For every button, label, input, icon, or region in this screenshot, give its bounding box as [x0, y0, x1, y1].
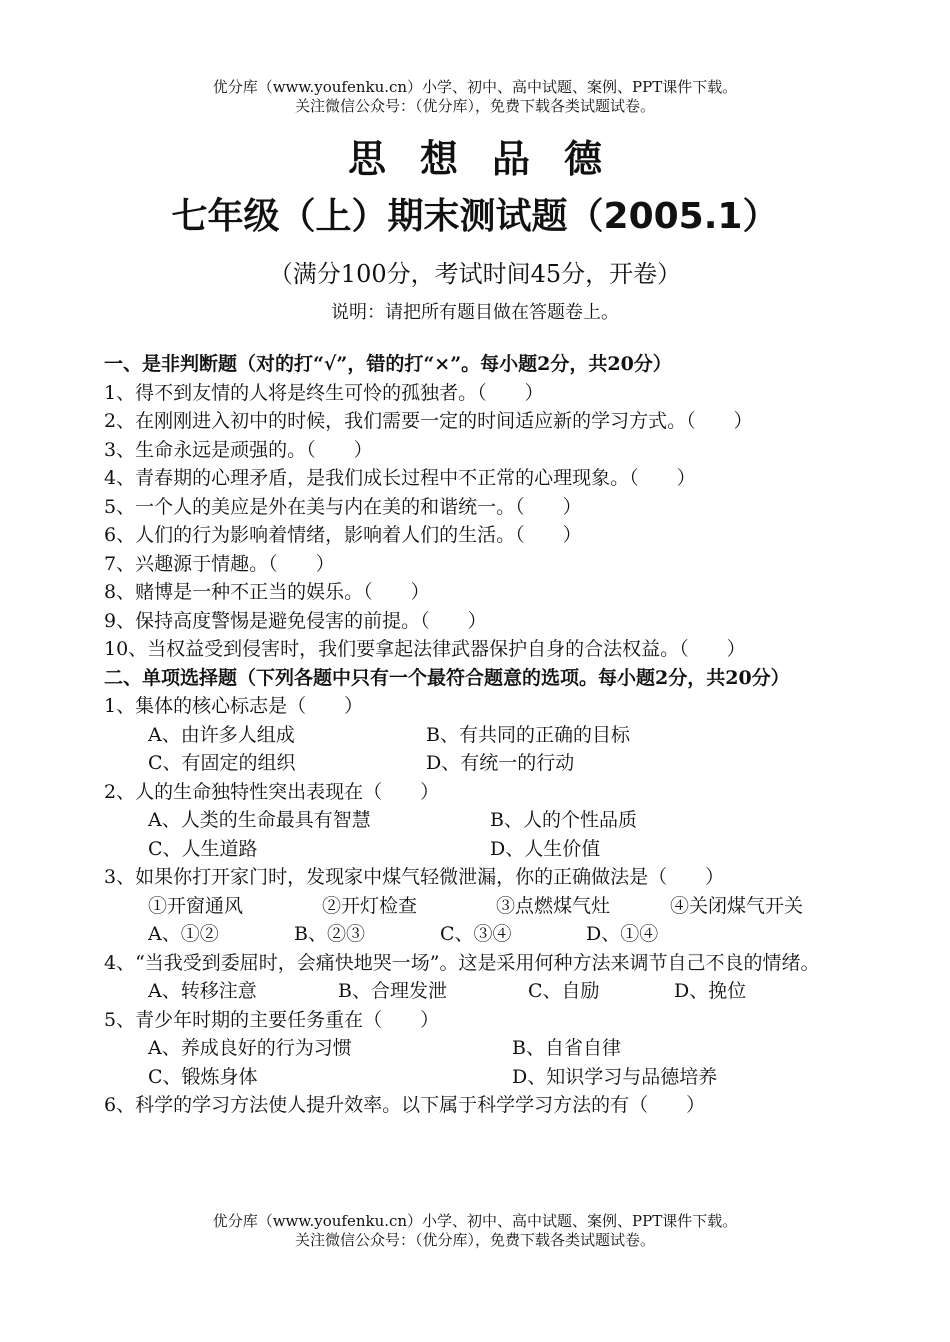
option-a: A、养成良好的行为习惯 — [148, 1037, 352, 1059]
option-a: A、①② — [148, 923, 219, 945]
option-b: B、有共同的正确的目标 — [426, 723, 630, 746]
tf-question: 9、保持高度警惕是避免侵害的前提。（ ） — [104, 609, 487, 632]
tf-question: 4、青春期的心理矛盾，是我们成长过程中不正常的心理现象。（ ） — [104, 467, 696, 489]
statement-2: ②开灯检查 — [322, 894, 418, 917]
subject-title: 思想品德 — [347, 137, 636, 181]
site-header — [0, 78, 950, 116]
section2-heading: 二、单项选择题（下列各题中只有一个最符合题意的选项。每小题2分，共20分） — [104, 666, 790, 689]
option-b: B、自省自律 — [512, 1037, 621, 1059]
mc-question-stem: 2、人的生命独特性突出表现在（ ） — [104, 780, 440, 803]
option-d: D、知识学习与品德培养 — [512, 1065, 718, 1088]
header-line-1: 优分库（www.youfenku.cn）小学、初中、高中试题、案例、PPT课件下载。 — [212, 78, 738, 96]
tf-question: 6、人们的行为影响着情绪，影响着人们的生活。（ ） — [104, 524, 582, 546]
tf-question: 2、在刚刚进入初中的时候，我们需要一定的时间适应新的学习方式。（ ） — [104, 410, 753, 432]
option-c: C、有固定的组织 — [148, 752, 296, 774]
mc-question-stem: 1、集体的核心标志是（ ） — [104, 695, 364, 717]
site-footer — [0, 1212, 950, 1250]
tf-question: 3、生命永远是顽强的。（ ） — [104, 438, 373, 461]
mc-options-row — [104, 835, 850, 864]
option-b: B、②③ — [294, 923, 365, 945]
option-d: D、有统一的行动 — [426, 752, 575, 774]
footer-line-1: 优分库（www.youfenku.cn）小学、初中、高中试题、案例、PPT课件下载。 — [212, 1212, 738, 1230]
option-d: D、人生价值 — [490, 837, 601, 860]
statement-3: ③点燃煤气灶 — [496, 894, 611, 917]
statement-1: ①开窗通风 — [148, 894, 244, 917]
option-c: C、自励 — [528, 980, 600, 1002]
mc-question-stem: 5、青少年时期的主要任务重在（ ） — [104, 1008, 440, 1031]
statements-row — [104, 892, 850, 921]
mc-options-row — [104, 749, 850, 778]
exam-content — [104, 350, 850, 1120]
exam-title: 七年级（上）期末测试题（2005.1） — [171, 196, 779, 237]
tf-question: 10、当权益受到侵害时，我们要拿起法律武器保护自身的合法权益。（ ） — [104, 638, 746, 660]
exam-info: （满分100分，考试时间45分，开卷） — [268, 260, 682, 288]
option-d: D、①④ — [586, 923, 659, 945]
mc-options-row — [104, 721, 850, 750]
statement-4: ④关闭煤气开关 — [670, 894, 804, 917]
option-c: C、锻炼身体 — [148, 1065, 258, 1088]
tf-question: 7、兴趣源于情趣。（ ） — [104, 552, 335, 575]
option-b: B、人的个性品质 — [490, 809, 637, 831]
footer-line-2: 关注微信公众号：（优分库），免费下载各类试题试卷。 — [294, 1231, 655, 1249]
option-c: C、③④ — [440, 923, 512, 945]
tf-question: 5、一个人的美应是外在美与内在美的和谐统一。（ ） — [104, 495, 582, 518]
exam-note: 说明：请把所有题目做在答题卷上。 — [331, 302, 619, 323]
option-a: A、人类的生命最具有智慧 — [148, 809, 371, 831]
option-b: B、合理发泄 — [338, 980, 447, 1002]
tf-question: 1、得不到友情的人将是终生可怜的孤独者。（ ） — [104, 381, 544, 404]
mc-options-row — [104, 920, 850, 949]
mc-options-row — [104, 1034, 850, 1063]
tf-question: 8、赌博是一种不正当的娱乐。（ ） — [104, 581, 430, 603]
header-line-2: 关注微信公众号：（优分库），免费下载各类试题试卷。 — [294, 97, 655, 115]
option-a: A、转移注意 — [148, 980, 257, 1002]
option-c: C、人生道路 — [148, 837, 258, 860]
option-a: A、由许多人组成 — [148, 723, 295, 746]
mc-options-row — [104, 977, 850, 1006]
section1-heading: 一、是非判断题（对的打“√”，错的打“×”。每小题2分，共20分） — [104, 353, 672, 375]
mc-question-stem: 3、如果你打开家门时，发现家中煤气轻微泄漏，你的正确做法是（ ） — [104, 866, 725, 888]
mc-question-stem: 6、科学的学习方法使人提升效率。以下属于科学学习方法的有（ ） — [104, 1094, 706, 1116]
mc-options-row — [104, 1063, 850, 1092]
mc-question-stem: 4、“当我受到委屈时，会痛快地哭一场”。这是采用何种方法来调节自己不良的情绪。 — [104, 951, 820, 974]
mc-options-row — [104, 806, 850, 835]
option-d: D、挽位 — [674, 980, 747, 1002]
